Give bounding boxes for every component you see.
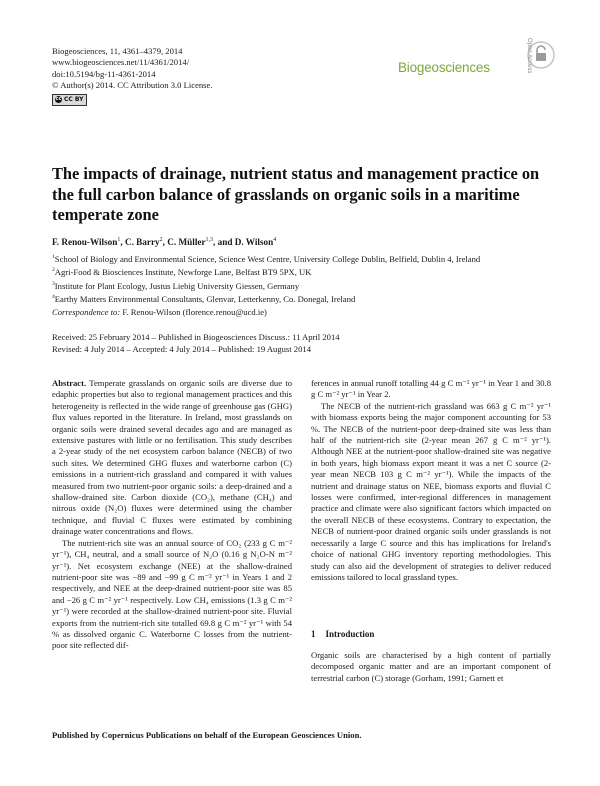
article-url[interactable]: www.biogeosciences.net/11/4361/2014/ [52, 57, 190, 68]
author-name: C. Barry [124, 237, 160, 248]
cc-icon: cc [55, 96, 62, 103]
author-name: F. Renou-Wilson [52, 237, 118, 248]
author-affiliation-mark: 1 [117, 237, 121, 243]
correspondence-label: Correspondence to: [52, 307, 121, 317]
abstract-column-right [311, 378, 551, 583]
abstract-heading: Abstract. [52, 378, 87, 388]
doi[interactable]: doi:10.5194/bg-11-4361-2014 [52, 68, 156, 79]
author-affiliation-mark: 4 [273, 237, 277, 243]
affiliation-number: 3 [52, 280, 55, 287]
correspondence-contact[interactable]: F. Renou-Wilson (florence.renou@ucd.ie) [122, 307, 267, 317]
abstract-paragraph: The nutrient-rich site was an annual source of CO₂ (233 g C m⁻² yr⁻¹), CH₄ neutral, and a small source of N₂O (0.16 g N₂O-N m⁻² yr⁻¹). Net ecosystem exchange (NEE) at the shallow-drained nutrient-poor site was −89 and −99 g C m⁻² yr⁻¹ in Years 1 and 2 respectively, and NEE at the deep-drained nutrient-poor site was 85 and −26 g C m⁻² yr⁻¹ respectively. Low CH₄ emissions (1.3 g C m⁻² yr⁻¹) were recorded at the shallow-drained nutrient-poor site. Fluvial exports from the nutrient-rich site totalled 69.8 g C m⁻² yr⁻¹ with 54 % as dissolved organic C. Waterborne C losses from the nutrient-poor site reflected dif- [52, 537, 292, 651]
publication-dates [52, 332, 340, 355]
affiliation [52, 292, 480, 305]
author-list: F. Renou-Wilson$^1$, C. Barry$^2$, C. Müller$^{1,3}$, and D. Wilson$^4$ [52, 237, 277, 248]
author-name: C. Müller [167, 237, 206, 248]
correspondence [52, 307, 267, 317]
affiliation-text: School of Biology and Environmental Science, Science West Centre, University College Dublin, Belfield, Dublin 4, Ireland [54, 253, 481, 264]
section-number: 1 [311, 629, 316, 639]
journal-name: Biogeosciences [398, 60, 490, 75]
affiliation [52, 252, 480, 265]
journal-logo [398, 38, 558, 88]
affiliation [52, 279, 480, 292]
paper-title: The impacts of drainage, nutrient status and management practice on the full carbon balance of grasslands on organic soils in a maritime temperate zone [52, 164, 540, 224]
affiliation-number: 2 [52, 267, 55, 274]
copyright: © Author(s) 2014. CC Attribution 3.0 License. [52, 80, 213, 91]
author-name: D. Wilson [234, 237, 274, 248]
abstract-text: Temperate grasslands on organic soils are diverse due to edaphic properties but also to regional management practices and this heterogeneity is reflected in the wide range of greenhouse gas (GHG) flux values reported in the literature. In Ireland, most grasslands on organic soils were drained several decades ago and are managed as extensive pastures with little or no fertilisation. This study describes a 2-year study of the net ecosystem carbon balance (NECB) of two such sites. We determined GHG fluxes and waterborne carbon (C) emissions in a nutrient-rich grassland and compared it with values measured from two nutrient-poor organic soils: a deep-drained and a shallow-drained site. Carbon dioxide (CO₂), methane (CH₄) and nitrous oxide (N₂O) fluxes were determined using the chamber technique, and fluvial C fluxes were estimated by combining drainage water concentrations and flows. [52, 378, 292, 537]
affiliation-text: Agri-Food & Biosciences Institute, Newforge Lane, Belfast BT9 5PX, UK [54, 267, 312, 278]
author-affiliation-mark: 2 [159, 237, 163, 243]
affiliation-text: Earthy Matters Environmental Consultants, Glenvar, Letterkenny, Co. Donegal, Ireland [54, 294, 356, 305]
abstract-paragraph: ferences in annual runoff totalling 44 g C m⁻² yr⁻¹ in Year 1 and 30.8 g C m⁻² yr⁻¹ in Year 2. [311, 378, 551, 400]
author-affiliation-mark: 1,3 [205, 237, 214, 243]
publisher-footer: Published by Copernicus Publications on behalf of the European Geosciences Union. [52, 730, 362, 740]
affiliation-number: 4 [52, 294, 55, 301]
section-title: Introduction [325, 629, 375, 639]
cc-license-badge[interactable] [52, 94, 87, 106]
article-metadata [52, 46, 213, 106]
revised-line: Revised: 4 July 2014 – Accepted: 4 July 2014 – Published: 19 August 2014 [52, 343, 311, 354]
affiliation-list [52, 252, 480, 306]
received-line: Received: 25 February 2014 – Published in Biogeosciences Discuss.: 11 April 2014 [52, 332, 340, 342]
section-heading-introduction [311, 629, 384, 639]
affiliation [52, 265, 480, 278]
affiliation-number: 1 [52, 254, 55, 260]
citation: Biogeosciences, 11, 4361–4379, 2014 [52, 46, 183, 56]
abstract-column-left [52, 378, 292, 652]
cc-badge-label: CC BY [64, 95, 84, 103]
introduction-text: Organic soils are characterised by a high content of partially decomposed organic matter and are an important component of terrestrial carbon (C) storage (Gorham, 1991; Garnett et [311, 650, 551, 683]
abstract-paragraph: The NECB of the nutrient-rich grassland was 663 g C m⁻² yr⁻¹ with biomass exports being the major component accounting for 53 %. The NECB of the nutrient-poor deep-drained site was less than half of the nutrient-rich site (2-year mean 267 g C m⁻² yr⁻¹). Although NEE at the nutrient-poor shallow-drained site was negative in both years, high biomass export meant it was a net C source (2-year mean NECB 103 g C m⁻² yr⁻¹). While the impacts of the nutrient and drainage status on NEE, biomass exports and fluvial C losses were confirmed, inter-regional differences in management practice and climate were also significant factors which impacted on the overall NECB of these ecosystems. Contrary to expectation, the NECB of nutrient-poor drained organic soils under grasslands is not necessarily a large C source and this has implications for Ireland's choice of national GHG inventory reporting methodologies. This study can also aid the development of strategies to deliver reduced emissions tailored to local grassland types. [311, 400, 551, 582]
abstract-paragraph [52, 378, 292, 538]
affiliation-text: Institute for Plant Ecology, Justus Liebig University Giessen, Germany [54, 280, 300, 291]
open-access-label: Open Access [526, 38, 532, 74]
